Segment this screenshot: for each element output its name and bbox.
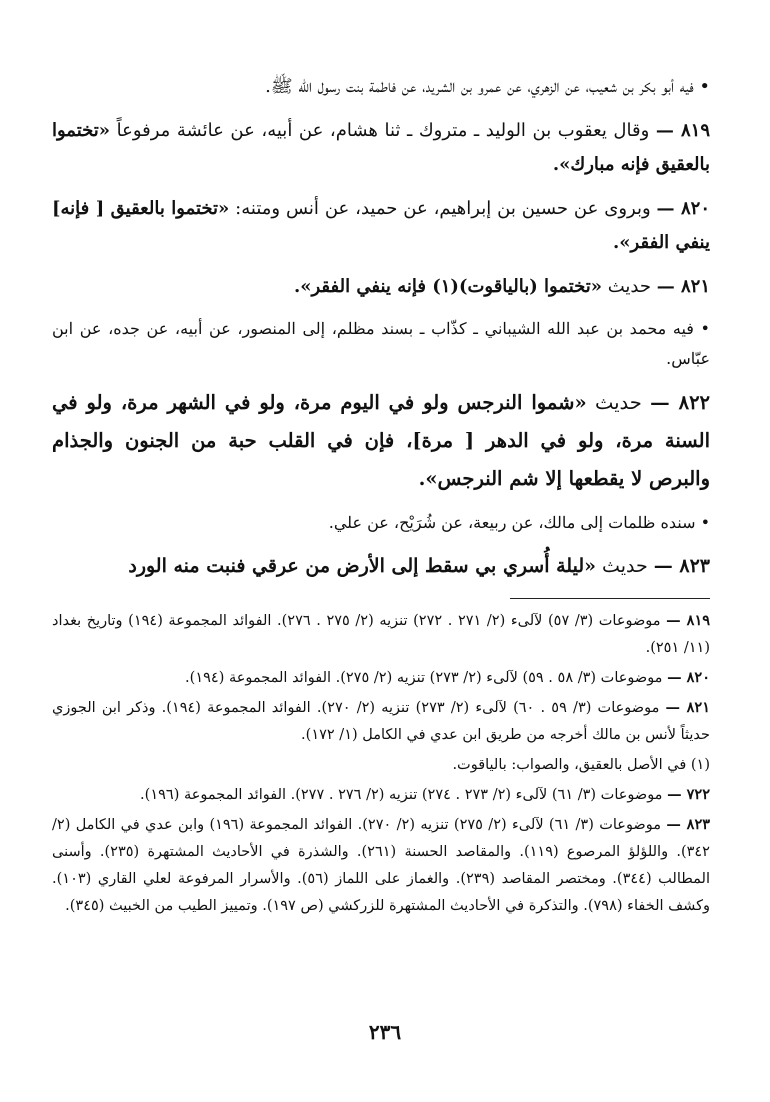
- footnote-number: ٧٢٢ —: [667, 786, 710, 803]
- hadith-quote: «ليلة أُسري بي سقط إلى الأرض من عرقي فنبت منه الورد: [128, 555, 596, 577]
- comment-paragraph-3: • سنده ظلمات إلى مالك، عن ربيعة، عن شُرَيْح، عن علي.: [328, 513, 710, 532]
- footnote-separator: [510, 598, 710, 599]
- footnote-number: ٨١٩ —: [666, 612, 711, 629]
- hadith-number: ٨٢٢ —: [650, 391, 711, 414]
- page-number: ٢٣٦: [368, 1020, 402, 1044]
- footnotes: [52, 607, 710, 920]
- footnote-text: (١) في الأصل بالعقيق، والصواب: بالياقوت.: [452, 757, 710, 773]
- footnote-text: موضوعات (٣/ ٥٧) لآلىء (٢/ ٢٧١ . ٢٧٢) تنزيه (٢/ ٢٧٥ . ٢٧٦). الفوائد المجموعة (١٩٤) وتاريخ بغداد (١١/ ٢٥١).: [52, 613, 710, 656]
- hadith-text: وقال يعقوب بن الوليد ـ متروك ـ ثنا هشام، عن أبيه، عن عائشة مرفوعاً: [110, 120, 656, 141]
- footnote-821: [52, 694, 710, 749]
- hadith-text: حديث: [586, 391, 651, 414]
- hadith-819: [52, 114, 710, 182]
- main-text: [52, 70, 710, 584]
- footnote-text: موضوعات (٣/ ٦١) لآلىء (٢/ ٢٧٣ . ٢٧٤) تنزيه (٢/ ٢٧٦ . ٢٧٧). الفوائد المجموعة (١٩٦).: [140, 787, 668, 803]
- footnote-text: موضوعات (٣/ ٥٨ . ٥٩) لآلىء (٢/ ٢٧٣) تنزيه (٢/ ٢٧٥). الفوائد المجموعة (١٩٤).: [185, 670, 668, 686]
- footnote-819: [52, 607, 710, 662]
- hadith-quote: «تختموا بالعقيق [ فإنه] ينفي الفقر».: [52, 198, 710, 253]
- hadith-823: [52, 548, 710, 584]
- footnote-number: ٨٢١ —: [665, 699, 711, 716]
- hadith-text: حديث: [602, 276, 657, 297]
- hadith-number: ٨٢١ —: [656, 276, 710, 297]
- footnote-text: موضوعات (٣/ ٦١) لآلىء (٢/ ٢٧٥) تنزيه (٢/ ٢٧٠). الفوائد المجموعة (١٩٦) وابن عدي في الكامل (٢/ ٣٤٢). واللؤلؤ المرصوع (١١٩). والمقاصد الحسنة (٢٦١). والشذرة في الأحاديث المشتهرة (٢٣٥). وأسنى المطالب (٣٤٤). ومختصر المقاصد (٢٣٩). والغماز على اللماز (٥٦). والأسرار المرفوعة لعلي القاري (١٠٣). وكشف الخفاء (٧٩٨). والتذكرة في الأحاديث المشتهرة للزركشي (ص ١٩٧). وتمييز الطيب من الخبيث (٣٤٥).: [52, 817, 710, 914]
- hadith-821: [52, 270, 710, 304]
- hadith-quote: «تختموا (بالياقوت)(١) فإنه ينفي الفقر».: [293, 276, 602, 297]
- page-body: [52, 70, 710, 922]
- hadith-text: وبروى عن حسين بن إبراهيم، عن حميد، عن أنس ومتنه:: [229, 198, 657, 219]
- hadith-820: [52, 192, 710, 260]
- hadith-number: ٨٢٣ —: [653, 555, 710, 577]
- hadith-number: ٨١٩ —: [655, 120, 710, 141]
- hadith-number: ٨٢٠ —: [656, 198, 710, 219]
- hadith-822: [52, 384, 710, 498]
- footnote-823: [52, 811, 710, 920]
- footnote-number: ٨٢٣ —: [666, 816, 711, 833]
- comment-paragraph-1: • فيه أبو بكر بن شعيب، عن الزهري، عن عمرو بن الشريد، عن فاطمة بنت رسول الله ﷺ.: [265, 76, 710, 97]
- hadith-quote: «تختموا بالعقيق فإنه مبارك».: [52, 120, 710, 175]
- footnote-number: ٨٢٠ —: [667, 669, 710, 686]
- footnote-text: موضوعات (٣/ ٥٩ . ٦٠) لآلىء (٢/ ٢٧٣) تنزيه (٢/ ٢٧٠). الفوائد المجموعة (١٩٤). وذكر ابن الجوزي حديثاً لأنس بن مالك أخرجه من طريق ابن عدي في الكامل (١/ ١٧٢).: [52, 700, 710, 743]
- hadith-quote: «شموا النرجس ولو في اليوم مرة، ولو في الشهر مرة، ولو في السنة مرة، ولو في الدهر [ مرة]، فإن في القلب حبة من الجنون والجذام والبرص لا يقطعها إلا شم النرجس».: [52, 391, 710, 490]
- footnote-note-1: [52, 751, 710, 779]
- hadith-text: حديث: [596, 555, 654, 577]
- footnote-820: [52, 664, 710, 692]
- comment-paragraph-2: • فيه محمد بن عبد الله الشيباني ـ كذّاب ـ بسند مظلم، إلى المنصور، عن أبيه، عن جده، عن ابن عبّاس.: [52, 319, 710, 368]
- footnote-822: [52, 781, 710, 809]
